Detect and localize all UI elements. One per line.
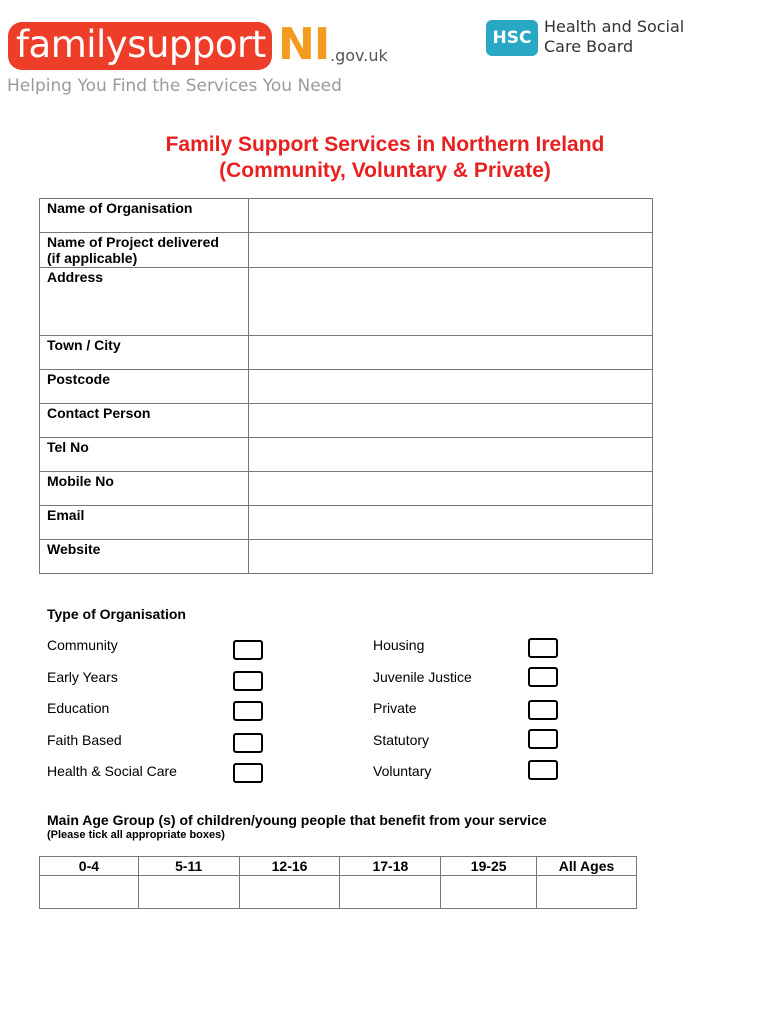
hsc-logo-badge: HSC	[486, 20, 538, 56]
checkbox-housing[interactable]	[528, 638, 558, 658]
field-label-postcode: Postcode	[40, 370, 249, 404]
hsc-name-line1: Health and Social	[544, 17, 685, 36]
age-col-all-ages: All Ages	[537, 857, 637, 876]
checkbox-community[interactable]	[233, 640, 263, 660]
field-label-project	[40, 233, 249, 268]
checkbox-health-social-care[interactable]	[233, 763, 263, 783]
checkbox-voluntary[interactable]	[528, 760, 558, 780]
option-label-voluntary: Voluntary	[373, 763, 432, 779]
age-col-5-11: 5-11	[138, 857, 239, 876]
option-label-early-years: Early Years	[47, 669, 118, 685]
option-label-faith-based: Faith Based	[47, 732, 122, 748]
logo-domain: .gov.uk	[330, 46, 388, 65]
field-input-project[interactable]	[249, 233, 653, 268]
logo-wordmark: familysupport	[8, 22, 272, 70]
field-label-project-line2: (if applicable)	[47, 250, 138, 266]
option-label-statutory: Statutory	[373, 732, 430, 748]
field-label-project-line1: Name of Project delivered	[47, 234, 219, 250]
age-col-0-4: 0-4	[40, 857, 139, 876]
age-col-19-25: 19-25	[441, 857, 537, 876]
age-tick-12-16[interactable]	[239, 876, 340, 909]
checkbox-statutory[interactable]	[528, 729, 558, 749]
hsc-name-line2: Care Board	[544, 37, 634, 56]
field-input-website[interactable]	[249, 540, 653, 574]
field-label-email: Email	[40, 506, 249, 540]
organisation-details-table	[39, 198, 653, 574]
option-label-housing: Housing	[373, 637, 425, 653]
age-tick-5-11[interactable]	[138, 876, 239, 909]
age-col-12-16: 12-16	[239, 857, 340, 876]
option-label-juvenile-justice: Juvenile Justice	[373, 669, 472, 685]
page-title: Family Support Services in Northern Ireland	[165, 133, 605, 156]
checkbox-private[interactable]	[528, 700, 558, 720]
age-group-note: (Please tick all appropriate boxes)	[47, 829, 225, 841]
checkbox-faith-based[interactable]	[233, 733, 263, 753]
age-col-17-18: 17-18	[340, 857, 441, 876]
type-of-organisation-heading: Type of Organisation	[47, 606, 186, 622]
field-input-contact[interactable]	[249, 404, 653, 438]
field-input-postcode[interactable]	[249, 370, 653, 404]
checkbox-education[interactable]	[233, 701, 263, 721]
field-label-address: Address	[40, 268, 249, 336]
checkbox-juvenile-justice[interactable]	[528, 667, 558, 687]
option-label-private: Private	[373, 700, 417, 716]
field-label-organisation: Name of Organisation	[40, 199, 249, 233]
field-label-contact: Contact Person	[40, 404, 249, 438]
option-label-health-social-care: Health & Social Care	[47, 763, 177, 779]
age-tick-19-25[interactable]	[441, 876, 537, 909]
logo-tagline: Helping You Find the Services You Need	[7, 76, 342, 96]
age-tick-17-18[interactable]	[340, 876, 441, 909]
page-subtitle: (Community, Voluntary & Private)	[219, 159, 551, 182]
field-label-mobile: Mobile No	[40, 472, 249, 506]
option-label-education: Education	[47, 700, 110, 716]
field-input-mobile[interactable]	[249, 472, 653, 506]
age-tick-all-ages[interactable]	[537, 876, 637, 909]
field-input-tel[interactable]	[249, 438, 653, 472]
checkbox-early-years[interactable]	[233, 671, 263, 691]
hsc-logo-name	[544, 17, 684, 57]
age-tick-0-4[interactable]	[40, 876, 139, 909]
option-label-community: Community	[47, 637, 118, 653]
field-input-email[interactable]	[249, 506, 653, 540]
field-label-town: Town / City	[40, 336, 249, 370]
age-group-table	[39, 856, 637, 909]
field-input-organisation[interactable]	[249, 199, 653, 233]
field-label-tel: Tel No	[40, 438, 249, 472]
field-input-address[interactable]	[249, 268, 653, 336]
logo-ni: NI	[278, 19, 330, 70]
age-group-heading: Main Age Group (s) of children/young people that benefit from your service	[47, 812, 547, 828]
field-input-town[interactable]	[249, 336, 653, 370]
field-label-website: Website	[40, 540, 249, 574]
